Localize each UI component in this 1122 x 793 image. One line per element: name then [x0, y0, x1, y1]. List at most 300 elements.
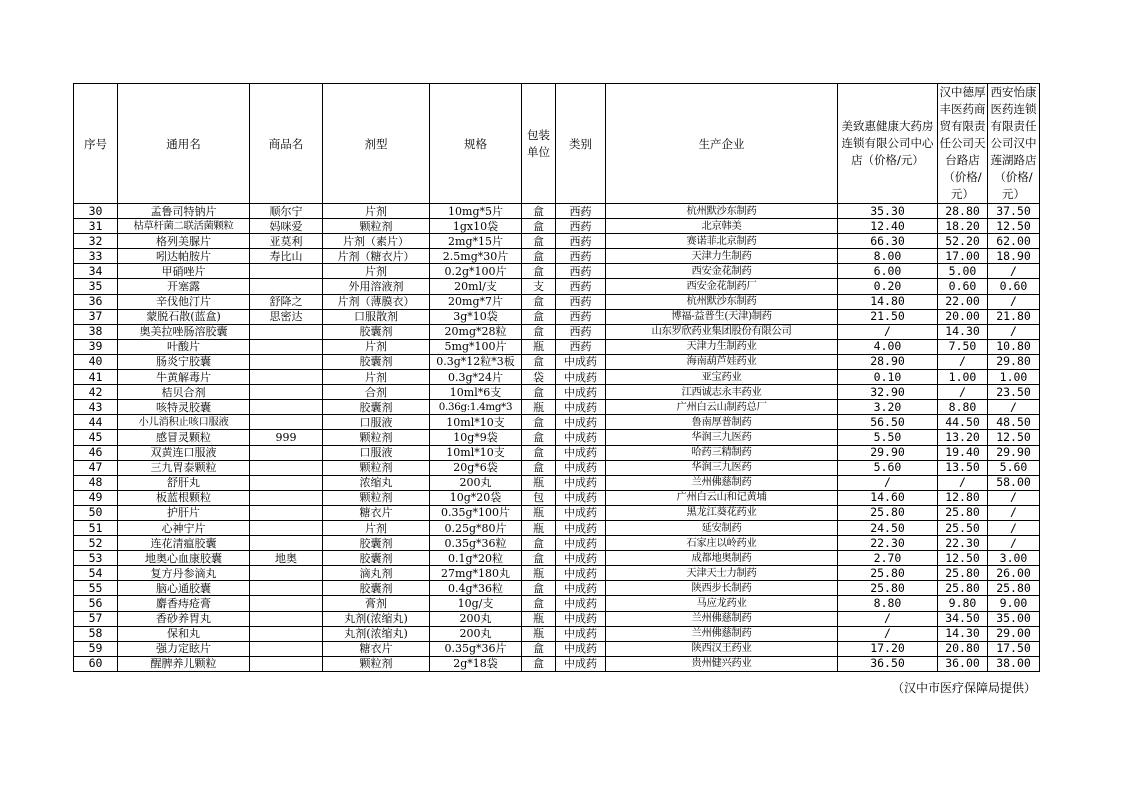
cell-store2-price: 18.20 [938, 219, 988, 234]
table-row [74, 626, 1040, 641]
cell-manufacturer: 鲁南厚普制药 [606, 415, 838, 430]
header-store3-price: 西安怡康医药连锁有限责任公司汉中莲湖路店（价格/元） [988, 84, 1040, 204]
cell-store2-price: 13.20 [938, 430, 988, 445]
cell-manufacturer: 杭州默沙东制药 [606, 204, 838, 219]
cell-generic-name: 板蓝根颗粒 [118, 490, 250, 505]
table-row [74, 324, 1040, 339]
cell-brand-name [250, 581, 323, 596]
header-store1-price: 美致惠健康大药房连锁有限公司中心店（价格/元） [838, 84, 938, 204]
header-generic-name: 通用名 [118, 84, 250, 204]
cell-brand-name [250, 324, 323, 339]
cell-store1-price: 14.60 [838, 490, 938, 505]
cell-category: 中成药 [556, 400, 606, 415]
cell-store3-price: 12.50 [988, 219, 1040, 234]
cell-store1-price: 8.80 [838, 596, 938, 611]
cell-manufacturer: 天津力生制药 [606, 249, 838, 264]
cell-index: 56 [74, 596, 118, 611]
cell-store3-price: / [988, 505, 1040, 520]
cell-generic-name: 醒脾养儿颗粒 [118, 656, 250, 671]
cell-store2-price: 14.30 [938, 626, 988, 641]
cell-spec: 0.3g*24片 [430, 370, 522, 385]
table-row [74, 415, 1040, 430]
cell-brand-name [250, 354, 323, 369]
cell-store3-price: / [988, 520, 1040, 535]
cell-dosage-form: 颗粒剂 [323, 490, 430, 505]
cell-dosage-form: 片剂（素片） [323, 234, 430, 249]
cell-category: 中成药 [556, 581, 606, 596]
cell-generic-name: 强力定眩片 [118, 641, 250, 656]
cell-category: 西药 [556, 294, 606, 309]
cell-generic-name: 甲硝唑片 [118, 264, 250, 279]
cell-unit: 盒 [522, 385, 556, 400]
cell-manufacturer: 华润三九医药 [606, 460, 838, 475]
cell-store1-price: 24.50 [838, 520, 938, 535]
cell-unit: 盒 [522, 234, 556, 249]
cell-store3-price: / [988, 294, 1040, 309]
cell-unit: 盒 [522, 354, 556, 369]
cell-spec: 200丸 [430, 475, 522, 490]
cell-spec: 200丸 [430, 626, 522, 641]
cell-spec: 0.2g*100片 [430, 264, 522, 279]
cell-unit: 盒 [522, 551, 556, 566]
table-row [74, 354, 1040, 369]
cell-store1-price: 5.50 [838, 430, 938, 445]
table-row [74, 219, 1040, 234]
cell-category: 中成药 [556, 656, 606, 671]
cell-generic-name: 桔贝合剂 [118, 385, 250, 400]
cell-brand-name [250, 400, 323, 415]
cell-category: 中成药 [556, 520, 606, 535]
cell-store2-price: 8.80 [938, 400, 988, 415]
cell-store1-price: 25.80 [838, 505, 938, 520]
cell-brand-name [250, 370, 323, 385]
cell-generic-name: 三九胃泰颗粒 [118, 460, 250, 475]
cell-manufacturer: 西安金花制药厂 [606, 279, 838, 294]
cell-brand-name [250, 415, 323, 430]
cell-spec: 0.3g*12粒*3板 [430, 354, 522, 369]
cell-store1-price: 21.50 [838, 309, 938, 324]
cell-category: 西药 [556, 324, 606, 339]
header-store2-price: 汉中德厚丰医药商贸有限责任公司天台路店（价格/元） [938, 84, 988, 204]
cell-generic-name: 蒙脱石散(蓝盒) [118, 309, 250, 324]
cell-store2-price: 14.30 [938, 324, 988, 339]
cell-index: 41 [74, 370, 118, 385]
cell-spec: 20mg*28粒 [430, 324, 522, 339]
cell-store3-price: 38.00 [988, 656, 1040, 671]
cell-store3-price: 10.80 [988, 339, 1040, 354]
cell-store2-price: 25.80 [938, 581, 988, 596]
cell-category: 中成药 [556, 551, 606, 566]
cell-category: 中成药 [556, 475, 606, 490]
cell-store2-price: 19.40 [938, 445, 988, 460]
cell-category: 中成药 [556, 536, 606, 551]
cell-spec: 20ml/支 [430, 279, 522, 294]
cell-generic-name: 吲达帕胺片 [118, 249, 250, 264]
table-row [74, 339, 1040, 354]
cell-manufacturer: 广州白云山和记黄埔 [606, 490, 838, 505]
cell-dosage-form: 口服散剂 [323, 309, 430, 324]
cell-dosage-form: 胶囊剂 [323, 536, 430, 551]
table-row [74, 641, 1040, 656]
cell-store1-price: 66.30 [838, 234, 938, 249]
cell-dosage-form: 丸剂(浓缩丸) [323, 611, 430, 626]
cell-spec: 1gx10袋 [430, 219, 522, 234]
cell-index: 40 [74, 354, 118, 369]
cell-store3-price: 62.00 [988, 234, 1040, 249]
cell-manufacturer: 亚宝药业 [606, 370, 838, 385]
cell-store2-price: / [938, 385, 988, 400]
cell-brand-name [250, 641, 323, 656]
cell-generic-name: 脑心通胶囊 [118, 581, 250, 596]
cell-manufacturer: 山东罗欣药业集团股份有限公司 [606, 324, 838, 339]
cell-spec: 0.36g:1.4mg*3 [430, 400, 522, 415]
cell-manufacturer: 石家庄以岭药业 [606, 536, 838, 551]
cell-manufacturer: 天津天士力制药 [606, 566, 838, 581]
cell-store2-price: 25.80 [938, 566, 988, 581]
cell-spec: 2.5mg*30片 [430, 249, 522, 264]
table-body [74, 204, 1040, 672]
cell-dosage-form: 颗粒剂 [323, 656, 430, 671]
cell-store2-price: / [938, 354, 988, 369]
cell-manufacturer: 延安制药 [606, 520, 838, 535]
cell-unit: 支 [522, 279, 556, 294]
cell-store1-price: 28.90 [838, 354, 938, 369]
cell-dosage-form: 片剂 [323, 370, 430, 385]
cell-unit: 包 [522, 490, 556, 505]
cell-store2-price: 22.30 [938, 536, 988, 551]
cell-index: 37 [74, 309, 118, 324]
cell-index: 58 [74, 626, 118, 641]
cell-brand-name: 舒降之 [250, 294, 323, 309]
table-row [74, 370, 1040, 385]
cell-store1-price: / [838, 475, 938, 490]
drug-price-table [73, 83, 1040, 672]
cell-dosage-form: 口服液 [323, 445, 430, 460]
cell-index: 54 [74, 566, 118, 581]
cell-category: 西药 [556, 219, 606, 234]
cell-unit: 瓶 [522, 339, 556, 354]
cell-store1-price: 35.30 [838, 204, 938, 219]
table-row [74, 656, 1040, 671]
cell-spec: 0.35g*36粒 [430, 536, 522, 551]
cell-generic-name: 格列美脲片 [118, 234, 250, 249]
cell-store3-price: / [988, 264, 1040, 279]
cell-store3-price: 23.50 [988, 385, 1040, 400]
cell-brand-name [250, 264, 323, 279]
cell-unit: 盒 [522, 324, 556, 339]
cell-store1-price: 2.70 [838, 551, 938, 566]
cell-store3-price: 0.60 [988, 279, 1040, 294]
cell-dosage-form: 片剂 [323, 204, 430, 219]
cell-generic-name: 肠炎宁胶囊 [118, 354, 250, 369]
header-manufacturer: 生产企业 [606, 84, 838, 204]
cell-spec: 10ml*10支 [430, 445, 522, 460]
cell-store3-price: 17.50 [988, 641, 1040, 656]
cell-store3-price: / [988, 490, 1040, 505]
table-row [74, 204, 1040, 219]
cell-spec: 20g*6袋 [430, 460, 522, 475]
cell-index: 49 [74, 490, 118, 505]
cell-index: 55 [74, 581, 118, 596]
cell-index: 34 [74, 264, 118, 279]
cell-store3-price: / [988, 536, 1040, 551]
cell-spec: 10ml*10支 [430, 415, 522, 430]
cell-store1-price: 12.40 [838, 219, 938, 234]
cell-generic-name: 辛伐他汀片 [118, 294, 250, 309]
cell-dosage-form: 片剂 [323, 339, 430, 354]
cell-spec: 10mg*5片 [430, 204, 522, 219]
cell-generic-name: 保和丸 [118, 626, 250, 641]
cell-spec: 0.25g*80片 [430, 520, 522, 535]
table-row [74, 475, 1040, 490]
cell-unit: 瓶 [522, 566, 556, 581]
cell-spec: 2g*18袋 [430, 656, 522, 671]
cell-store2-price: 36.00 [938, 656, 988, 671]
cell-store3-price: / [988, 400, 1040, 415]
cell-store3-price: 29.90 [988, 445, 1040, 460]
table-row [74, 264, 1040, 279]
cell-brand-name [250, 656, 323, 671]
cell-spec: 10g/支 [430, 596, 522, 611]
cell-store1-price: 32.90 [838, 385, 938, 400]
cell-index: 30 [74, 204, 118, 219]
cell-dosage-form: 胶囊剂 [323, 400, 430, 415]
cell-spec: 10g*20袋 [430, 490, 522, 505]
cell-brand-name [250, 475, 323, 490]
cell-dosage-form: 片剂 [323, 520, 430, 535]
cell-dosage-form: 糖衣片 [323, 505, 430, 520]
cell-generic-name: 小儿消积止咳口服液 [118, 415, 250, 430]
cell-store3-price: 35.00 [988, 611, 1040, 626]
cell-unit: 盒 [522, 596, 556, 611]
cell-index: 36 [74, 294, 118, 309]
cell-index: 48 [74, 475, 118, 490]
cell-index: 31 [74, 219, 118, 234]
cell-spec: 0.4g*36粒 [430, 581, 522, 596]
cell-category: 中成药 [556, 354, 606, 369]
cell-index: 51 [74, 520, 118, 535]
cell-unit: 盒 [522, 445, 556, 460]
cell-store3-price: 29.00 [988, 626, 1040, 641]
cell-store3-price: 5.60 [988, 460, 1040, 475]
cell-store2-price: 7.50 [938, 339, 988, 354]
cell-store1-price: 3.20 [838, 400, 938, 415]
cell-category: 西药 [556, 264, 606, 279]
cell-dosage-form: 糖衣片 [323, 641, 430, 656]
table-row [74, 581, 1040, 596]
cell-index: 42 [74, 385, 118, 400]
cell-category: 西药 [556, 309, 606, 324]
table-row [74, 611, 1040, 626]
cell-store3-price: 29.80 [988, 354, 1040, 369]
cell-store1-price: 56.50 [838, 415, 938, 430]
cell-dosage-form: 胶囊剂 [323, 354, 430, 369]
cell-unit: 盒 [522, 641, 556, 656]
cell-index: 38 [74, 324, 118, 339]
cell-category: 中成药 [556, 445, 606, 460]
cell-manufacturer: 北京韩美 [606, 219, 838, 234]
cell-manufacturer: 博福-益普生(天津)制药 [606, 309, 838, 324]
cell-manufacturer: 广州白云山制药总厂 [606, 400, 838, 415]
cell-store1-price: 25.80 [838, 566, 938, 581]
cell-dosage-form: 合剂 [323, 385, 430, 400]
cell-manufacturer: 兰州佛慈制药 [606, 611, 838, 626]
cell-store1-price: / [838, 324, 938, 339]
table-row [74, 460, 1040, 475]
cell-dosage-form: 滴丸剂 [323, 566, 430, 581]
table-row [74, 505, 1040, 520]
cell-unit: 盒 [522, 249, 556, 264]
cell-brand-name: 思密达 [250, 309, 323, 324]
table-row [74, 430, 1040, 445]
cell-brand-name [250, 536, 323, 551]
table-header [74, 84, 1040, 204]
cell-unit: 瓶 [522, 520, 556, 535]
cell-generic-name: 双黄连口服液 [118, 445, 250, 460]
cell-store2-price: 20.80 [938, 641, 988, 656]
cell-store3-price: 26.00 [988, 566, 1040, 581]
cell-category: 西药 [556, 234, 606, 249]
cell-generic-name: 舒肝丸 [118, 475, 250, 490]
cell-manufacturer: 贵州健兴药业 [606, 656, 838, 671]
cell-category: 中成药 [556, 566, 606, 581]
cell-brand-name: 顺尔宁 [250, 204, 323, 219]
cell-generic-name: 香砂养胃丸 [118, 611, 250, 626]
cell-brand-name [250, 505, 323, 520]
cell-category: 中成药 [556, 626, 606, 641]
cell-brand-name [250, 520, 323, 535]
cell-brand-name [250, 596, 323, 611]
cell-manufacturer: 赛诺菲北京制药 [606, 234, 838, 249]
cell-manufacturer: 黑龙江葵花药业 [606, 505, 838, 520]
cell-store2-price: 9.80 [938, 596, 988, 611]
cell-category: 西药 [556, 249, 606, 264]
cell-generic-name: 枯草杆菌二联活菌颗粒 [118, 219, 250, 234]
cell-store1-price: 22.30 [838, 536, 938, 551]
cell-manufacturer: 海南葫芦娃药业 [606, 354, 838, 369]
cell-dosage-form: 胶囊剂 [323, 551, 430, 566]
cell-unit: 盒 [522, 309, 556, 324]
cell-dosage-form: 膏剂 [323, 596, 430, 611]
cell-spec: 27mg*180丸 [430, 566, 522, 581]
cell-spec: 20mg*7片 [430, 294, 522, 309]
cell-index: 60 [74, 656, 118, 671]
cell-store3-price: 48.50 [988, 415, 1040, 430]
cell-brand-name: 亚莫利 [250, 234, 323, 249]
cell-unit: 瓶 [522, 611, 556, 626]
cell-index: 57 [74, 611, 118, 626]
cell-unit: 盒 [522, 656, 556, 671]
cell-store2-price: 13.50 [938, 460, 988, 475]
cell-brand-name [250, 279, 323, 294]
cell-unit: 盒 [522, 430, 556, 445]
cell-store2-price: 17.00 [938, 249, 988, 264]
cell-generic-name: 奥美拉唑肠溶胶囊 [118, 324, 250, 339]
cell-store3-price: 37.50 [988, 204, 1040, 219]
cell-dosage-form: 浓缩丸 [323, 475, 430, 490]
cell-brand-name: 妈咪爱 [250, 219, 323, 234]
header-unit: 包装单位 [522, 84, 556, 204]
header-index: 序号 [74, 84, 118, 204]
table-row [74, 279, 1040, 294]
cell-unit: 瓶 [522, 505, 556, 520]
cell-dosage-form: 颗粒剂 [323, 219, 430, 234]
cell-brand-name: 地奥 [250, 551, 323, 566]
cell-store3-price: 21.80 [988, 309, 1040, 324]
cell-generic-name: 叶酸片 [118, 339, 250, 354]
cell-manufacturer: 西安金花制药 [606, 264, 838, 279]
cell-index: 50 [74, 505, 118, 520]
cell-brand-name [250, 460, 323, 475]
cell-manufacturer: 兰州佛慈制药 [606, 475, 838, 490]
cell-spec: 3g*10袋 [430, 309, 522, 324]
cell-manufacturer: 江西诚志永丰药业 [606, 385, 838, 400]
cell-generic-name: 连花清瘟胶囊 [118, 536, 250, 551]
cell-store2-price: 44.50 [938, 415, 988, 430]
cell-store2-price: 22.00 [938, 294, 988, 309]
cell-dosage-form: 片剂 [323, 264, 430, 279]
cell-index: 47 [74, 460, 118, 475]
table-row [74, 536, 1040, 551]
table-row [74, 520, 1040, 535]
cell-unit: 盒 [522, 536, 556, 551]
cell-generic-name: 感冒灵颗粒 [118, 430, 250, 445]
table-row [74, 490, 1040, 505]
cell-index: 45 [74, 430, 118, 445]
cell-dosage-form: 丸剂(浓缩丸) [323, 626, 430, 641]
cell-index: 43 [74, 400, 118, 415]
cell-store1-price: 17.20 [838, 641, 938, 656]
cell-store2-price: / [938, 475, 988, 490]
cell-brand-name [250, 626, 323, 641]
cell-store1-price: 4.00 [838, 339, 938, 354]
cell-store1-price: 25.80 [838, 581, 938, 596]
cell-manufacturer: 天津力生制药业 [606, 339, 838, 354]
cell-dosage-form: 胶囊剂 [323, 324, 430, 339]
cell-spec: 200丸 [430, 611, 522, 626]
cell-generic-name: 孟鲁司特钠片 [118, 204, 250, 219]
cell-store3-price: 1.00 [988, 370, 1040, 385]
table-row [74, 294, 1040, 309]
cell-manufacturer: 成都地奥制药 [606, 551, 838, 566]
cell-store2-price: 25.80 [938, 505, 988, 520]
cell-brand-name [250, 566, 323, 581]
table-row [74, 249, 1040, 264]
cell-store2-price: 0.60 [938, 279, 988, 294]
table-row [74, 400, 1040, 415]
cell-spec: 0.1g*20粒 [430, 551, 522, 566]
cell-store2-price: 12.80 [938, 490, 988, 505]
cell-generic-name: 咳特灵胶囊 [118, 400, 250, 415]
cell-brand-name [250, 445, 323, 460]
cell-manufacturer: 陕西汉王药业 [606, 641, 838, 656]
cell-category: 中成药 [556, 611, 606, 626]
source-footnote: （汉中市医疗保障局提供） [891, 681, 1036, 695]
cell-unit: 盒 [522, 460, 556, 475]
cell-unit: 袋 [522, 370, 556, 385]
cell-index: 59 [74, 641, 118, 656]
header-brand-name: 商品名 [250, 84, 323, 204]
cell-category: 中成药 [556, 490, 606, 505]
cell-index: 39 [74, 339, 118, 354]
cell-spec: 0.35g*100片 [430, 505, 522, 520]
cell-store2-price: 25.50 [938, 520, 988, 535]
cell-store1-price: / [838, 611, 938, 626]
header-category: 类别 [556, 84, 606, 204]
cell-category: 中成药 [556, 641, 606, 656]
cell-category: 西药 [556, 339, 606, 354]
cell-dosage-form: 外用溶液剂 [323, 279, 430, 294]
